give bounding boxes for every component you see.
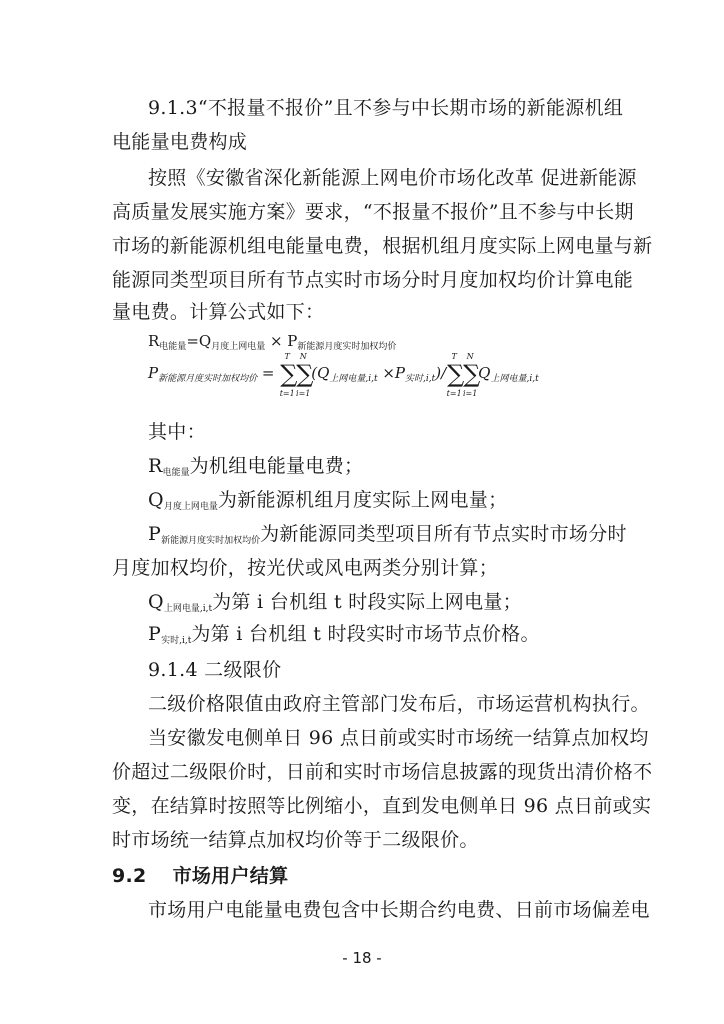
definition-r xyxy=(148,454,363,485)
paragraph-line: 当安徽发电侧单日 96 点日前或实时市场统一结算点加权均 xyxy=(148,727,649,749)
paragraph-line: 量电费。计算公式如下： xyxy=(112,301,325,323)
definition-text: 为新能源同类型项目所有节点实时市场分时 xyxy=(260,523,627,545)
definition-p-cont: 月度加权均价，按光伏或风电两类分别计算； xyxy=(112,557,499,579)
formula-symbol: Q xyxy=(478,364,491,382)
definition-qi xyxy=(148,590,522,621)
formula-symbol: / xyxy=(441,364,447,382)
paragraph-line: 二级价格限值由政府主管部门发布后，市场运营机构执行。 xyxy=(148,693,650,715)
paragraph-line: 时市场统一结算点加权均价等于二级限价。 xyxy=(112,829,479,851)
sum-upper-limit: N xyxy=(466,352,474,361)
sum-lower-limit: t=1 xyxy=(446,389,462,398)
formula-subscript: 上网电量,i,t xyxy=(329,374,378,384)
definition-subscript: 上网电量,i,t xyxy=(163,604,213,614)
where-label: 其中： xyxy=(148,421,206,443)
section-heading-913-cont: 电能量电费构成 xyxy=(112,131,248,153)
section-heading-913: 9.1.3“不报量不报价”且不参与中长期市场的新能源机组 xyxy=(148,97,624,119)
sum-sign: ∑ T t=1 xyxy=(447,362,461,386)
definition-pi xyxy=(148,622,540,653)
sum-sign: ∑ T t=1 xyxy=(280,362,294,386)
definition-symbol: Q xyxy=(148,591,164,613)
formula-subscript: 月度上网电量 xyxy=(211,342,266,352)
formula-symbol: = xyxy=(257,364,280,382)
formula-subscript: 实时,i,t xyxy=(405,374,436,384)
definition-symbol: R xyxy=(148,455,163,477)
sum-sign: ∑ N i=1 xyxy=(463,362,477,386)
definition-symbol: P xyxy=(148,523,162,545)
paragraph-line: 市场用户电能量电费包含中长期合约电费、日前市场偏差电 xyxy=(148,899,650,921)
sum-lower-limit: i=1 xyxy=(462,389,478,398)
definition-q xyxy=(148,488,507,519)
formula-subscript: 新能源月度实时加权均价 xyxy=(297,342,397,352)
definition-p xyxy=(148,522,627,553)
sum-upper-limit: T xyxy=(284,352,290,361)
definition-symbol: Q xyxy=(148,489,164,511)
paragraph-line: 价超过二级限价时，日前和实时市场信息披露的现货出清价格不 xyxy=(112,761,653,783)
definition-subscript: 电能量 xyxy=(162,468,190,478)
formula-subscript: 上网电量,i,t xyxy=(490,374,539,384)
paragraph-line: 变，在结算时按照等比例缩小，直到发电侧单日 96 点日前或实 xyxy=(112,795,652,817)
formula-energy-fee xyxy=(148,332,396,352)
section-heading-92 xyxy=(112,864,288,888)
sum-lower-limit: i=1 xyxy=(296,389,311,398)
paragraph-line: 高质量发展实施方案》要求，“不报量不报价”且不参与中长期 xyxy=(112,201,634,223)
definition-text: 为第 i 台机组 t 时段实际上网电量； xyxy=(212,591,522,613)
definition-subscript: 月度上网电量 xyxy=(163,502,218,512)
definition-subscript: 实时,i,t xyxy=(161,636,192,646)
definition-text: 为第 i 台机组 t 时段实时市场节点价格。 xyxy=(191,623,540,645)
paragraph-line: 能源同类型项目所有节点实时市场分时月度加权均价计算电能 xyxy=(112,269,634,291)
definition-text: 为机组电能量电费； xyxy=(189,455,364,477)
formula-weighted-price xyxy=(148,352,539,398)
definition-subscript: 新能源月度实时加权均价 xyxy=(161,536,261,546)
formula-symbol: =Q xyxy=(186,332,212,350)
page-number: - 18 - xyxy=(342,949,382,967)
sum-upper-limit: N xyxy=(299,352,307,361)
paragraph-line: 市场的新能源机组电能量电费，根据机组月度实际上网电量与新 xyxy=(112,235,653,257)
formula-symbol: P xyxy=(148,364,159,382)
definition-text: 为新能源机组月度实际上网电量； xyxy=(217,489,508,511)
formula-subscript: 电能量 xyxy=(159,342,187,352)
formula-symbol: × P xyxy=(265,332,298,350)
formula-symbol: (Q xyxy=(311,364,330,382)
formula-symbol: ×P xyxy=(377,364,406,382)
sum-lower-limit: t=1 xyxy=(279,389,295,398)
formula-subscript: 新能源月度实时加权均价 xyxy=(158,374,258,384)
definition-symbol: P xyxy=(148,623,162,645)
section-title: 市场用户结算 xyxy=(172,865,289,887)
section-heading-914: 9.1.4 二级限价 xyxy=(148,659,282,681)
sum-sign: ∑ N i=1 xyxy=(296,362,310,386)
paragraph-line: 按照《安徽省深化新能源上网电价市场化改革 促进新能源 xyxy=(148,167,637,189)
formula-symbol: ) xyxy=(435,364,442,382)
section-number: 9.2 xyxy=(112,865,147,887)
sum-upper-limit: T xyxy=(451,352,457,361)
formula-symbol: R xyxy=(148,332,160,350)
